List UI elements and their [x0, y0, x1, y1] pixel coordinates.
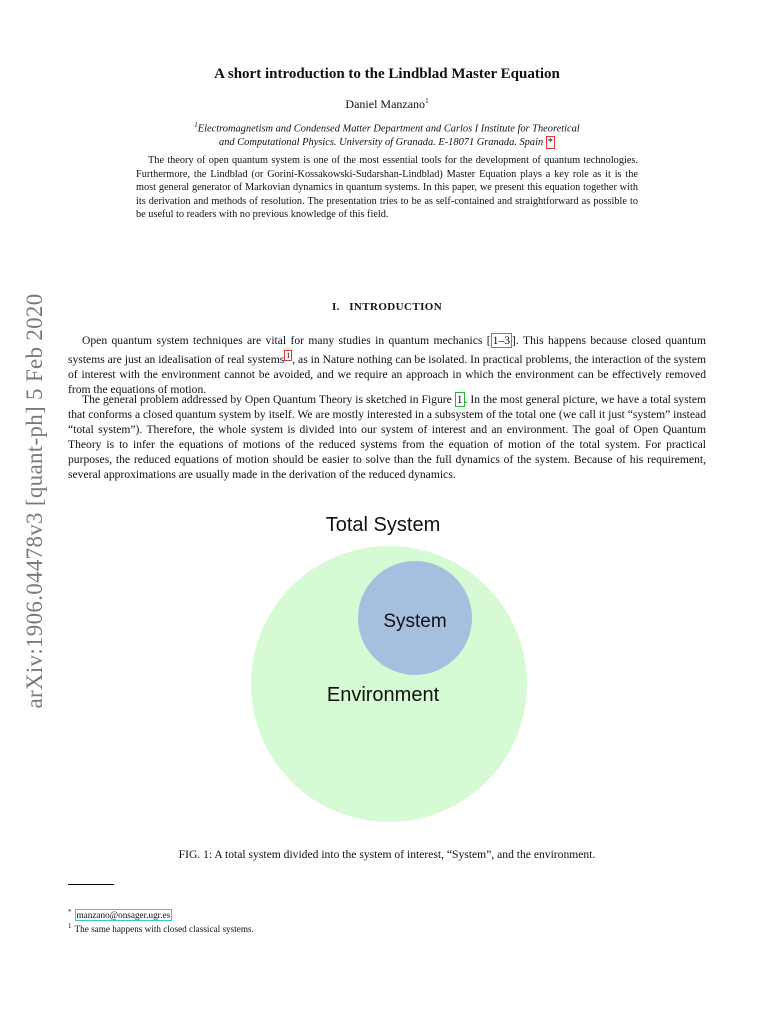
environment-label: Environment	[326, 684, 440, 706]
paper-title: A short introduction to the Lindblad Master Equation	[214, 66, 560, 82]
intro-paragraph-1: Open quantum system techniques are vital for many studies in quantum mechanics [ 1–3 ]. This happens because closed quantum systems are just an idealisation of real systems $^1$ , as in Nature nothing can be isolated. In practical problems, the interaction of the system of interest with the environment cannot be avoided, and we require an approach in which the environment can be effectively removed from the equations of motion.	[68, 334, 707, 396]
author-affiliation-mark: 1	[425, 97, 429, 105]
footnote-1-mark: 1	[68, 922, 72, 931]
affiliation	[140, 118, 634, 150]
footnote-star-mark: *	[68, 908, 72, 916]
footnote-1-text: The same happens with closed classical systems.	[74, 924, 254, 935]
footnote-1	[68, 921, 254, 935]
figure-caption: FIG. 1: A total system divided into the system of interest, “System”, and the environment.	[178, 848, 596, 861]
intro-p2-text-b: . In the most general picture, we have a total system that conforms a closed quantum system by itself. We are mostly interested in a subsystem of the total one (we call it just “system” instead “total system”). Therefore, the whole system is divided into our system of interest and an environment. The goal of Open Quantum Theory is to infer the equations of motions of the reduced systems from the equation of motion of the total system. For practical purposes, the reduced equations of motion should be easier to solve than the full dynamics of the system. Because of his requirement, several approximations are usually made in the derivation of the reduced dynamics.	[68, 393, 706, 481]
section-heading	[0, 301, 768, 313]
footnote-link-1[interactable]: 1	[286, 350, 291, 360]
intro-p1-text-b: . This happens because closed quantum systems are just an idealisation of real systems	[68, 334, 706, 366]
figure-1-diagram	[250, 506, 530, 836]
intro-p1-text-c: , as in Nature nothing can be isolated. In practical problems, the interaction of the system of interest with the environment cannot be avoided, and we require an approach in which the environment can be effectively removed from the equations of motion.	[68, 352, 707, 396]
citation-link-1-3[interactable]: 1–3	[492, 334, 511, 347]
figure-link-1[interactable]: 1	[456, 393, 463, 406]
section-title: INTRODUCTION	[349, 301, 443, 313]
intro-p2-text-a: The general problem addressed by Open Quantum Theory is sketched in Figure	[82, 393, 455, 406]
email-link[interactable]: manzano@onsager.ugr.es	[76, 910, 171, 921]
section-number: I.	[331, 301, 340, 313]
affiliation-line-2: and Computational Physics. University of Granada. E-18071 Granada. Spain	[219, 137, 544, 149]
footnote-email	[68, 907, 254, 921]
author-name: Daniel Manzano	[345, 97, 426, 111]
abstract: The theory of open quantum system is one of the most essential tools for the development of quantum technologies. Furthermore, the Lindblad (or Gorini-Kossakowski-Sudarshan-Lindblad) Master Equation plays a key role as it is the most general generator of Markovian dynamics in quantum systems. In this paper, we present this equation together with its derivation and methods of resolution. The presentation tries to be as self-contained and straightforward as possible to be useful to readers with no previous knowledge of this field.	[136, 155, 638, 221]
affiliation-line-1: Electromagnetism and Condensed Matter Department and Carlos I Institute for Theoretical	[197, 123, 580, 135]
arxiv-identifier: arXiv:1906.04478v3 [quant-ph] 5 Feb 2020	[22, 293, 47, 709]
footnotes	[68, 907, 254, 935]
author-line	[0, 97, 768, 112]
total-system-label: Total System	[325, 514, 441, 536]
intro-p1-text-a: Open quantum system techniques are vital for many studies in quantum mechanics	[82, 334, 487, 347]
system-label: System	[383, 611, 447, 632]
affiliation-mark: 1	[194, 121, 198, 129]
footnote-rule	[68, 884, 114, 885]
corresponding-author-link[interactable]: *	[547, 137, 553, 149]
intro-paragraph-2	[68, 393, 706, 482]
